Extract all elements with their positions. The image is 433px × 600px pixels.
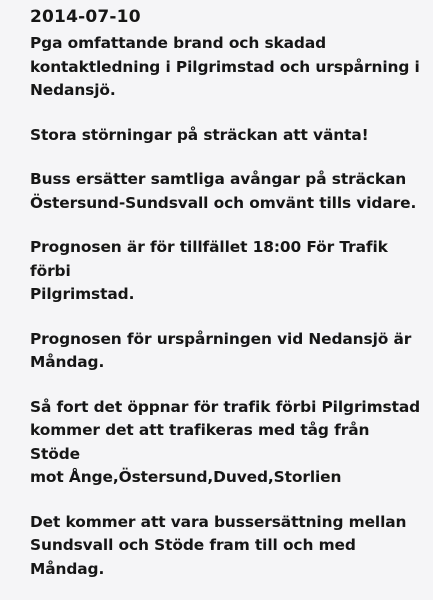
notice-line: Måndag. (30, 353, 105, 371)
notice-line: Så fort det öppnar för trafik förbi Pilgrimstad (30, 397, 421, 416)
notice-paragraph-bus-until-monday (30, 511, 423, 582)
notice-paragraph-forecast-nedansjo (30, 328, 423, 375)
notice-line: Nedansjö. (30, 81, 116, 99)
notice-line: Prognosen är för tillfället 18:00 För Trafik förbi (30, 238, 388, 280)
notice-line: Sundsvall och Stöde fram till och med Måndag. (30, 536, 356, 578)
notice-line: kontaktledning i Pilgrimstad och urspårning i (30, 57, 420, 76)
notice-line: Det kommer att vara bussersättning mellan (30, 512, 407, 531)
notice-paragraph-bus-replacement (30, 168, 423, 215)
notice-paragraph-forecast-pilgrimstad (30, 236, 423, 307)
notice-paragraph-disruptions (30, 124, 423, 148)
notice-line: Pilgrimstad. (30, 285, 135, 303)
notice-line: Pga omfattande brand och skadad (30, 34, 327, 52)
notice-line: Buss ersätter samtliga avångar på sträckan (30, 170, 407, 188)
notice-paragraph-fire (30, 32, 423, 103)
notice-line: kommer det att trafikeras med tåg från Stöde (30, 421, 370, 463)
notice-date: 2014-07-10 (30, 7, 141, 27)
notice-line: Stora störningar på sträckan att vänta! (30, 125, 369, 144)
notice-paragraph-train-resumption (30, 396, 423, 490)
notice-line: Östersund-Sundsvall och omvänt tills vidare. (30, 193, 417, 212)
notice-line: Prognosen för urspårningen vid Nedansjö är (30, 329, 412, 348)
notice-line: mot Ånge,Östersund,Duved,Storlien (30, 468, 342, 486)
